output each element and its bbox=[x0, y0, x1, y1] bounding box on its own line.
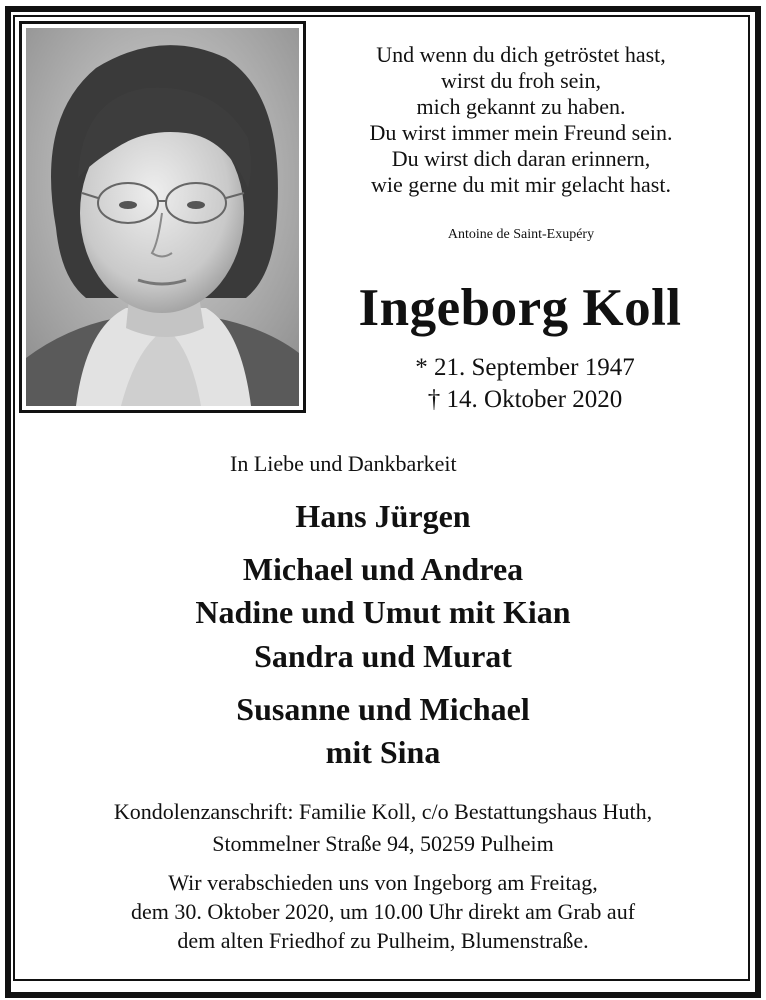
farewell-line: dem alten Friedhof zu Pulheim, Blumenstraße. bbox=[177, 928, 589, 953]
mourner-name: Susanne und Michael bbox=[236, 691, 530, 727]
quote-line: Du wirst immer mein Freund sein. bbox=[369, 120, 673, 145]
condolence-address bbox=[0, 796, 766, 860]
deceased-name: Ingeborg Koll bbox=[358, 279, 682, 337]
quote-line: wie gerne du mit mir gelacht hast. bbox=[371, 172, 671, 197]
quote-line: Und wenn du dich getröstet hast, bbox=[376, 42, 666, 67]
portrait-frame bbox=[19, 21, 306, 413]
mourner-name: Nadine und Umut mit Kian bbox=[195, 594, 571, 630]
quote-line: Du wirst dich daran erinnern, bbox=[391, 146, 651, 171]
quote-line: wirst du froh sein, bbox=[440, 68, 602, 93]
birth-date: * 21. September 1947 bbox=[415, 354, 635, 381]
condolence-line: Stommelner Straße 94, 50259 Pulheim bbox=[212, 831, 554, 856]
mourner-name: Michael und Andrea bbox=[242, 551, 524, 587]
quote-line: mich gekannt zu haben. bbox=[416, 94, 626, 119]
farewell-line: Wir verabschieden uns von Ingeborg am Freitag, bbox=[168, 870, 598, 895]
farewell-notice bbox=[0, 868, 766, 955]
mourner-name: Hans Jürgen bbox=[295, 498, 471, 534]
farewell-line: dem 30. Oktober 2020, um 10.00 Uhr direkt am Grab auf bbox=[130, 899, 636, 924]
death-date: † 14. Oktober 2020 bbox=[427, 386, 623, 413]
mourner-name: Sandra und Murat bbox=[254, 638, 512, 674]
portrait-photo bbox=[26, 28, 299, 406]
mourner-name: mit Sina bbox=[325, 734, 441, 770]
life-dates bbox=[320, 352, 730, 416]
mourners-intro: In Liebe und Dankbarkeit bbox=[230, 451, 457, 476]
quote-author: Antoine de Saint-Exupéry bbox=[447, 227, 595, 242]
condolence-line: Kondolenzanschrift: Familie Koll, c/o Bestattungshaus Huth, bbox=[113, 799, 653, 824]
poem-quote bbox=[310, 42, 732, 198]
